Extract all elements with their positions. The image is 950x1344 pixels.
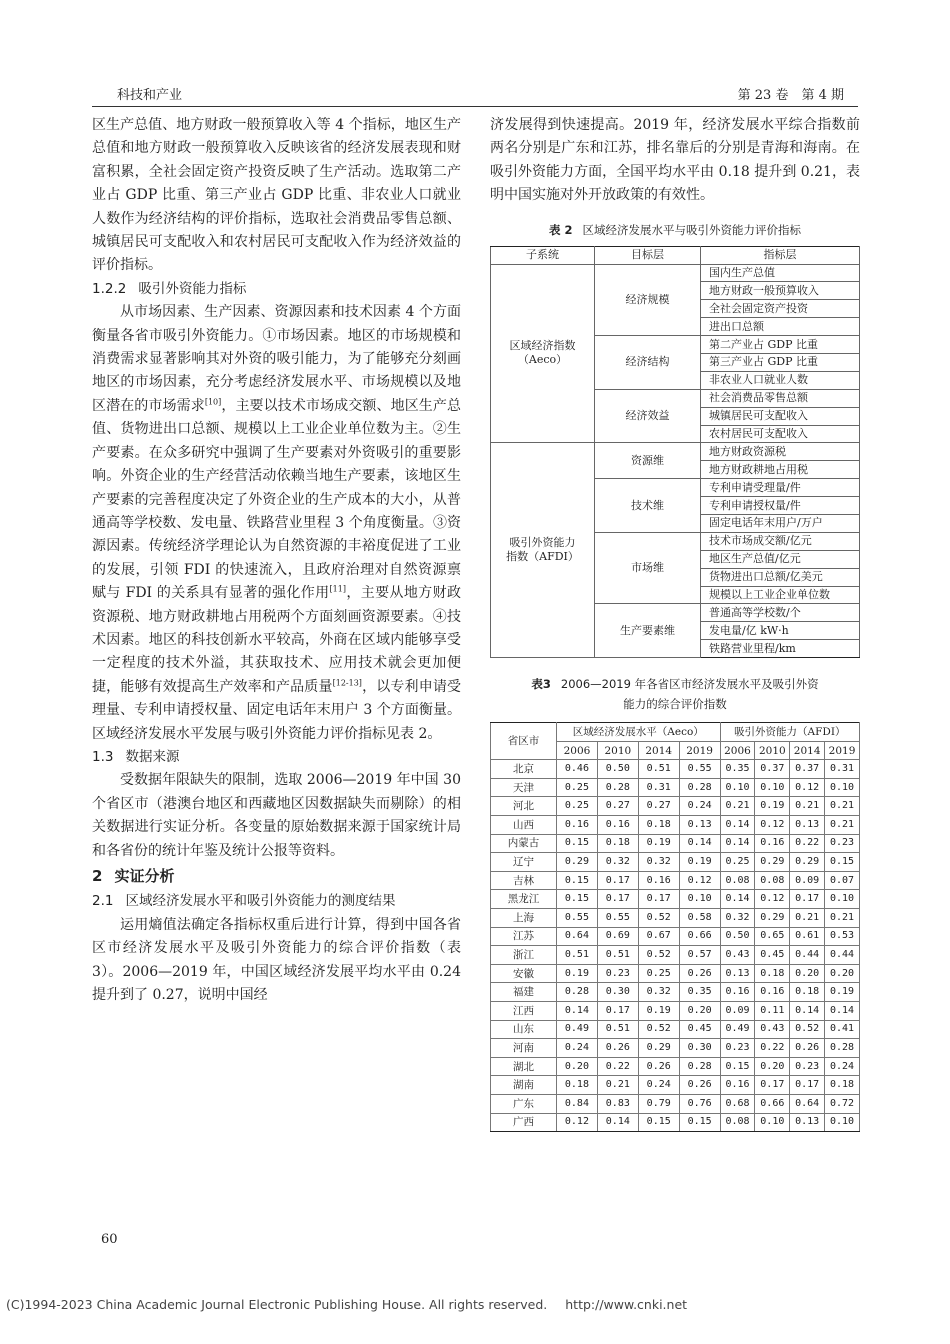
table3-value-cell: 0.28	[597, 778, 638, 797]
table3-value-cell: 0.09	[720, 1002, 755, 1021]
table2-indicator: 技术市场成交额/亿元	[701, 532, 860, 550]
table2-header-target: 目标层	[595, 246, 701, 264]
table2-indicator: 地方财政一般预算收入	[701, 282, 860, 300]
section-number: 2.1	[92, 893, 114, 910]
table3-header-year: 2019	[825, 741, 860, 760]
table3-value-cell: 0.16	[720, 983, 755, 1002]
table2-indicator: 国内生产总值	[701, 264, 860, 282]
table3-region-cell: 内蒙古	[491, 834, 557, 853]
table3-value-cell: 0.27	[638, 797, 679, 816]
table3-value-cell: 0.17	[790, 890, 825, 909]
table3-value-cell: 0.45	[755, 946, 790, 965]
table3-value-cell: 0.69	[597, 927, 638, 946]
table3-value-cell: 0.53	[825, 927, 860, 946]
table3-row	[491, 946, 860, 965]
table3-value-cell: 0.08	[755, 871, 790, 890]
table3-value-cell: 0.29	[557, 853, 598, 872]
table3-region-cell: 北京	[491, 760, 557, 779]
table3-region-cell: 辽宁	[491, 853, 557, 872]
table3-value-cell: 0.43	[755, 1020, 790, 1039]
right-column	[490, 114, 860, 1132]
table2-indicator: 第二产业占 GDP 比重	[701, 336, 860, 354]
table2-group-tech: 技术维	[595, 479, 701, 533]
table2-indicator: 进出口总额	[701, 318, 860, 336]
table3-region-cell: 广西	[491, 1113, 557, 1132]
table3-value-cell: 0.57	[679, 946, 720, 965]
table2-caption	[490, 220, 860, 240]
table3-value-cell: 0.12	[679, 871, 720, 890]
table2-indicator: 规模以上工业企业单位数	[701, 586, 860, 604]
table3-label: 表3	[531, 677, 551, 692]
citation[interactable]: [11]	[329, 584, 346, 594]
table3-row	[491, 834, 860, 853]
table2-title: 区域经济发展水平与吸引外资能力评价指标	[582, 222, 801, 237]
table3-value-cell: 0.44	[825, 946, 860, 965]
table3-header-afdi: 吸引外资能力（AFDI）	[720, 723, 859, 742]
table3-value-cell: 0.10	[755, 1113, 790, 1132]
table3-row	[491, 1094, 860, 1113]
table3-value-cell: 0.15	[557, 871, 598, 890]
copyright-footer	[6, 1297, 687, 1312]
table3-header-year: 2019	[679, 741, 720, 760]
table3-row	[491, 778, 860, 797]
table3-row	[491, 1057, 860, 1076]
table3-value-cell: 0.14	[597, 1113, 638, 1132]
paragraph-continued: 济发展得到快速提高。2019 年，经济发展水平综合指数前两名分别是广东和江苏，排名靠后的分别是青海和海南。在吸引外资能力方面，全国平均水平由 0.18 提升到 0.21，表明中国实施对外开放政策的有效性。	[490, 117, 860, 204]
table3-value-cell: 0.41	[825, 1020, 860, 1039]
table3-value-cell: 0.24	[638, 1076, 679, 1095]
table3-value-cell: 0.19	[638, 1002, 679, 1021]
table3-value-cell: 0.55	[597, 909, 638, 928]
table3-value-cell: 0.13	[790, 1113, 825, 1132]
table3-region-cell: 吉林	[491, 871, 557, 890]
table2-group-factor: 生产要素维	[595, 604, 701, 658]
table3-value-cell: 0.16	[720, 1076, 755, 1095]
table3-row	[491, 890, 860, 909]
table3-value-cell: 0.83	[597, 1094, 638, 1113]
table3-value-cell: 0.49	[720, 1020, 755, 1039]
table3-value-cell: 0.29	[638, 1039, 679, 1058]
table3-value-cell: 0.17	[755, 1076, 790, 1095]
table2-indicator: 地方财政资源税	[701, 443, 860, 461]
table3-value-cell: 0.13	[720, 964, 755, 983]
table2-indicator: 城镇居民可支配收入	[701, 407, 860, 425]
section-number: 1.2.2	[92, 280, 127, 297]
table2-group-resource: 资源维	[595, 443, 701, 479]
table3-value-cell: 0.25	[557, 778, 598, 797]
table2-indicator: 地方财政耕地占用税	[701, 461, 860, 479]
table3-value-cell: 0.32	[638, 983, 679, 1002]
table3-title-line2: 能力的综合评价指数	[623, 697, 727, 712]
table2-indicator: 固定电话年末用户/万户	[701, 514, 860, 532]
table3-value-cell: 0.61	[790, 927, 825, 946]
table3-value-cell: 0.50	[597, 760, 638, 779]
table3-value-cell: 0.12	[755, 816, 790, 835]
table3-value-cell: 0.44	[790, 946, 825, 965]
table3-region-cell: 湖北	[491, 1057, 557, 1076]
table3-value-cell: 0.26	[638, 1057, 679, 1076]
table3-value-cell: 0.17	[638, 890, 679, 909]
table3-value-cell: 0.55	[557, 909, 598, 928]
table3-value-cell: 0.32	[597, 853, 638, 872]
table3-value-cell: 0.17	[597, 871, 638, 890]
table3-value-cell: 0.10	[825, 778, 860, 797]
section-heading-1-2-2	[92, 278, 461, 301]
table3-value-cell: 0.19	[825, 983, 860, 1002]
table3-region-cell: 福建	[491, 983, 557, 1002]
table3-value-cell: 0.07	[825, 871, 860, 890]
table3-row	[491, 816, 860, 835]
table3-value-cell: 0.72	[825, 1094, 860, 1113]
table3-value-cell: 0.26	[790, 1039, 825, 1058]
table3-value-cell: 0.51	[597, 946, 638, 965]
table3-region-cell: 山西	[491, 816, 557, 835]
table3-value-cell: 0.15	[557, 834, 598, 853]
table3-value-cell: 0.16	[597, 816, 638, 835]
table3-header-year: 2010	[597, 741, 638, 760]
table3-caption	[490, 674, 860, 714]
table3-value-cell: 0.50	[720, 927, 755, 946]
table3-region-cell: 上海	[491, 909, 557, 928]
citation[interactable]: [10]	[204, 397, 222, 407]
section-title: 实证分析	[114, 867, 175, 885]
table2-indicator: 地区生产总值/亿元	[701, 550, 860, 568]
table3-row	[491, 983, 860, 1002]
table3-region-cell: 广东	[491, 1094, 557, 1113]
table2-indicator: 普通高等学校数/个	[701, 604, 860, 622]
table3-value-cell: 0.45	[679, 1020, 720, 1039]
table3-row	[491, 927, 860, 946]
table3-value-cell: 0.16	[755, 983, 790, 1002]
table3-value-cell: 0.18	[825, 1076, 860, 1095]
table3-value-cell: 0.14	[825, 1002, 860, 1021]
table3-row	[491, 853, 860, 872]
table2-group-structure: 经济结构	[595, 336, 701, 390]
table3-value-cell: 0.51	[597, 1020, 638, 1039]
table3-value-cell: 0.19	[679, 853, 720, 872]
table3-value-cell: 0.20	[557, 1057, 598, 1076]
table3-value-cell: 0.10	[720, 778, 755, 797]
table3-value-cell: 0.67	[638, 927, 679, 946]
table3-value-cell: 0.20	[825, 964, 860, 983]
table3-value-cell: 0.66	[679, 927, 720, 946]
table3-value-cell: 0.19	[638, 834, 679, 853]
table3-header-aeco: 区域经济发展水平（Aeco）	[557, 723, 721, 742]
table3-region-cell: 天津	[491, 778, 557, 797]
table2-indicator: 第三产业占 GDP 比重	[701, 353, 860, 371]
table3-row	[491, 1020, 860, 1039]
table3-value-cell: 0.15	[557, 890, 598, 909]
table3-value-cell: 0.37	[755, 760, 790, 779]
table3-value-cell: 0.30	[597, 983, 638, 1002]
table3-value-cell: 0.14	[679, 834, 720, 853]
table3-row	[491, 909, 860, 928]
table3-row	[491, 1039, 860, 1058]
table3-value-cell: 0.13	[679, 816, 720, 835]
table3-region-cell: 河北	[491, 797, 557, 816]
table3-value-cell: 0.35	[720, 760, 755, 779]
table3-value-cell: 0.10	[825, 890, 860, 909]
table3-value-cell: 0.55	[679, 760, 720, 779]
table2-group-market: 市场维	[595, 532, 701, 604]
table3-value-cell: 0.19	[557, 964, 598, 983]
table3-region-cell: 江西	[491, 1002, 557, 1021]
table3-value-cell: 0.51	[638, 760, 679, 779]
table3-value-cell: 0.16	[557, 816, 598, 835]
table3-region-cell: 山东	[491, 1020, 557, 1039]
table3-value-cell: 0.19	[755, 797, 790, 816]
table3-title-line1: 2006—2019 年各省区市经济发展水平及吸引外资	[560, 677, 819, 692]
table3-row	[491, 964, 860, 983]
table3-value-cell: 0.23	[825, 834, 860, 853]
table3-row	[491, 797, 860, 816]
table3-value-cell: 0.21	[825, 797, 860, 816]
table2-indicator: 发电量/亿 kW·h	[701, 622, 860, 640]
table3-value-cell: 0.18	[790, 983, 825, 1002]
table3-value-cell: 0.14	[557, 1002, 598, 1021]
table3-value-cell: 0.64	[557, 927, 598, 946]
table3-value-cell: 0.14	[720, 816, 755, 835]
table3-region-cell: 安徽	[491, 964, 557, 983]
header-rule	[92, 106, 858, 107]
table2-indicator: 货物进出口总额/亿美元	[701, 568, 860, 586]
table3-row	[491, 1002, 860, 1021]
table3-value-cell: 0.08	[720, 1113, 755, 1132]
table3-value-cell: 0.26	[679, 964, 720, 983]
copyright-text: (C)1994-2023 China Academic Journal Electronic Publishing House. All rights reserved.	[6, 1297, 548, 1312]
section-heading-1-3	[92, 746, 461, 769]
table3-value-cell: 0.25	[557, 797, 598, 816]
table3-value-cell: 0.35	[679, 983, 720, 1002]
table3-value-cell: 0.18	[557, 1076, 598, 1095]
table2-subsystem-aeco: 区域经济指数 （Aeco）	[491, 264, 595, 443]
table3-value-cell: 0.16	[638, 871, 679, 890]
table3-value-cell: 0.26	[679, 1076, 720, 1095]
table3-header-region: 省区市	[491, 723, 557, 760]
table2-subsystem-afdi: 吸引外资能力 指数（AFDI）	[491, 443, 595, 658]
table3-header-year: 2010	[755, 741, 790, 760]
table3-value-cell: 0.20	[679, 1002, 720, 1021]
table2-indicator: 非农业人口就业人数	[701, 371, 860, 389]
table3-row	[491, 1076, 860, 1095]
table2-indicator: 专利申请授权量/件	[701, 497, 860, 515]
paragraph-fdi-indicators: 从市场因素、生产因素、资源因素和技术因素 4 个方面衡量各省市吸引外资能力。①市场因素。地区的市场规模和消费需求显著影响其对外资的吸引能力，为了能够充分刻画地区的市场因素，充分考虑经济发展水平、市场规模以及地区潜在的市场需求[10]，主要以技术市场成交额、地区生产总值、货物进出口总额、规模以上工业企业单位数为主。②生产要素。在众多研究中强调了生产要素对外资吸引的重要影响。外资企业的生产经营活动依赖当地生产要素，该地区生产要素的完善程度决定了外资企业的生产成本的大小，从普通高等学校数、发电量、铁路营业里程 3 个角度衡量。③资源因素。传统经济学理论认为自然资源的丰裕度促进了工业的发展，引领 FDI 的快速流入，且政府治理对自然资源禀赋与 FDI 的关系具有显著的强化作用[11]，主要从地方财政资源税、地方财政耕地占用税两个方面刻画资源要素。④技术因素。地区的科技创新水平较高，外商在区域内能够享受一定程度的技术外溢，其获取技术、应用技术就会更加便捷，能够有效提高生产效率和产品质量[12-13]，以专利申请受理量、专利申请授权量、固定电话年末用户 3 个方面衡量。区域经济发展水平发展与吸引外资能力评价指标见表 2。	[92, 304, 462, 742]
table3-value-cell: 0.10	[679, 890, 720, 909]
table3-value-cell: 0.79	[638, 1094, 679, 1113]
table3-value-cell: 0.46	[557, 760, 598, 779]
table2-header-subsystem: 子系统	[491, 246, 595, 264]
table3-value-cell: 0.23	[790, 1057, 825, 1076]
table3-region-cell: 河南	[491, 1039, 557, 1058]
table3-value-cell: 0.37	[790, 760, 825, 779]
table3-value-cell: 0.17	[597, 890, 638, 909]
table3-value-cell: 0.21	[790, 797, 825, 816]
citation[interactable]: [12-13]	[332, 678, 362, 688]
table3-value-cell: 0.15	[638, 1113, 679, 1132]
table3-value-cell: 0.23	[720, 1039, 755, 1058]
table3-value-cell: 0.32	[720, 909, 755, 928]
table3-header-year: 2014	[638, 741, 679, 760]
page-number: 60	[101, 1232, 118, 1247]
paragraph-data-source: 受数据年限缺失的限制，选取 2006—2019 年中国 30 个省区市（港澳台地区和西藏地区因数据缺失而剔除）的相关数据进行实证分析。各变量的原始数据来源于国家统计局和各省份的统计年鉴及统计公报等资料。	[92, 772, 461, 859]
table2-label: 表 2	[548, 222, 573, 237]
table3-value-cell: 0.21	[720, 797, 755, 816]
table3-header-year: 2006	[720, 741, 755, 760]
table2-indicator: 农村居民可支配收入	[701, 425, 860, 443]
section-title: 吸引外资能力指标	[138, 280, 247, 297]
table3-header-year: 2006	[557, 741, 598, 760]
table3-value-cell: 0.21	[825, 816, 860, 835]
table2-group-benefit: 经济效益	[595, 389, 701, 443]
table3-value-cell: 0.30	[679, 1039, 720, 1058]
table3-value-cell: 0.28	[825, 1039, 860, 1058]
table3-value-cell: 0.52	[638, 1020, 679, 1039]
table3-region-cell: 湖南	[491, 1076, 557, 1095]
table3-value-cell: 0.24	[679, 797, 720, 816]
table3-value-cell: 0.22	[755, 1039, 790, 1058]
table3-value-cell: 0.58	[679, 909, 720, 928]
section-number: 1.3	[92, 748, 114, 765]
table2-evaluation-indicators	[490, 246, 860, 658]
paragraph-economic-indicators: 区生产总值、地方财政一般预算收入等 4 个指标，地区生产总值和地方财政一般预算收入反映该省的经济发展表现和财富积累，全社会固定资产投资反映了生产活动。选取第二产业占 GDP 比重、第三产业占 GDP 比重、非农业人口就业人数作为经济结构的评价指标，选取社会消费品零售总额、城镇居民可支配收入和农村居民可支配收入作为经济效益的评价指标。	[92, 117, 461, 274]
table3-value-cell: 0.21	[790, 909, 825, 928]
section-heading-2-1	[92, 890, 461, 913]
table3-value-cell: 0.68	[720, 1094, 755, 1113]
table3-value-cell: 0.27	[597, 797, 638, 816]
table3-value-cell: 0.66	[755, 1094, 790, 1113]
section-title: 区域经济发展水平和吸引外资能力的测度结果	[125, 893, 396, 910]
table3-value-cell: 0.64	[790, 1094, 825, 1113]
table3-value-cell: 0.52	[638, 946, 679, 965]
table2-indicator: 铁路营业里程/km	[701, 640, 860, 658]
table3-value-cell: 0.28	[679, 778, 720, 797]
table3-value-cell: 0.22	[597, 1057, 638, 1076]
table3-value-cell: 0.18	[755, 964, 790, 983]
table3-row	[491, 760, 860, 779]
table3-value-cell: 0.17	[790, 1076, 825, 1095]
table3-value-cell: 0.18	[638, 816, 679, 835]
table2-header-indicator: 指标层	[701, 246, 860, 264]
table3-value-cell: 0.28	[679, 1057, 720, 1076]
running-header-issue: 第 23 卷 第 4 期	[737, 88, 844, 103]
table3-value-cell: 0.12	[557, 1113, 598, 1132]
table3-value-cell: 0.08	[720, 871, 755, 890]
left-column	[92, 114, 461, 1007]
table3-value-cell: 0.76	[679, 1094, 720, 1113]
table3-value-cell: 0.20	[790, 964, 825, 983]
section-heading-2	[92, 865, 461, 888]
table3-value-cell: 0.15	[825, 853, 860, 872]
table3-value-cell: 0.23	[597, 964, 638, 983]
table3-value-cell: 0.12	[790, 778, 825, 797]
table3-value-cell: 0.14	[720, 890, 755, 909]
table3-value-cell: 0.15	[720, 1057, 755, 1076]
table3-value-cell: 0.25	[720, 853, 755, 872]
table3-value-cell: 0.51	[557, 946, 598, 965]
table2-indicator: 全社会固定资产投资	[701, 300, 860, 318]
table3-value-cell: 0.43	[720, 946, 755, 965]
table3-value-cell: 0.65	[755, 927, 790, 946]
section-title: 数据来源	[125, 748, 180, 765]
table3-value-cell: 0.22	[790, 834, 825, 853]
table3-header-year: 2014	[790, 741, 825, 760]
table3-value-cell: 0.29	[755, 909, 790, 928]
table3-value-cell: 0.29	[755, 853, 790, 872]
table3-value-cell: 0.10	[755, 778, 790, 797]
table3-value-cell: 0.84	[557, 1094, 598, 1113]
table3-value-cell: 0.52	[790, 1020, 825, 1039]
table3-value-cell: 0.31	[638, 778, 679, 797]
table3-value-cell: 0.14	[720, 834, 755, 853]
table3-value-cell: 0.29	[790, 853, 825, 872]
running-header-journal: 科技和产业	[117, 88, 183, 103]
table3-value-cell: 0.17	[597, 1002, 638, 1021]
table3-value-cell: 0.21	[825, 909, 860, 928]
table3-value-cell: 0.26	[597, 1039, 638, 1058]
footer-url-link[interactable]: http://www.cnki.net	[565, 1297, 688, 1312]
table3-value-cell: 0.49	[557, 1020, 598, 1039]
table3-value-cell: 0.14	[790, 1002, 825, 1021]
table2-group-scale: 经济规模	[595, 264, 701, 336]
table3-value-cell: 0.28	[557, 983, 598, 1002]
table3-value-cell: 0.13	[790, 816, 825, 835]
table3-value-cell: 0.09	[790, 871, 825, 890]
table3-region-cell: 浙江	[491, 946, 557, 965]
table3-value-cell: 0.16	[755, 834, 790, 853]
table3-region-cell: 黑龙江	[491, 890, 557, 909]
table3-value-cell: 0.25	[638, 964, 679, 983]
table3-value-cell: 0.12	[755, 890, 790, 909]
table3-composite-index	[490, 722, 860, 1132]
table3-value-cell: 0.15	[679, 1113, 720, 1132]
section-number: 2	[92, 867, 103, 885]
table3-value-cell: 0.18	[597, 834, 638, 853]
table3-value-cell: 0.11	[755, 1002, 790, 1021]
table3-value-cell: 0.21	[597, 1076, 638, 1095]
table3-value-cell: 0.32	[638, 853, 679, 872]
table3-value-cell: 0.24	[825, 1057, 860, 1076]
table3-value-cell: 0.31	[825, 760, 860, 779]
table2-indicator: 社会消费品零售总额	[701, 389, 860, 407]
table3-region-cell: 江苏	[491, 927, 557, 946]
table3-value-cell: 0.24	[557, 1039, 598, 1058]
paragraph-measurement-results: 运用熵值法确定各指标权重后进行计算，得到中国各省区市经济发展水平及吸引外资能力的综合评价指数（表 3）。2006—2019 年，中国区域经济发展平均水平由 0.24 提升到了 0.27，说明中国经	[92, 916, 461, 1004]
table2-indicator: 专利申请受理量/件	[701, 479, 860, 497]
table3-value-cell: 0.20	[755, 1057, 790, 1076]
table3-value-cell: 0.10	[825, 1113, 860, 1132]
table3-value-cell: 0.52	[638, 909, 679, 928]
table3-row	[491, 1113, 860, 1132]
table3-row	[491, 871, 860, 890]
